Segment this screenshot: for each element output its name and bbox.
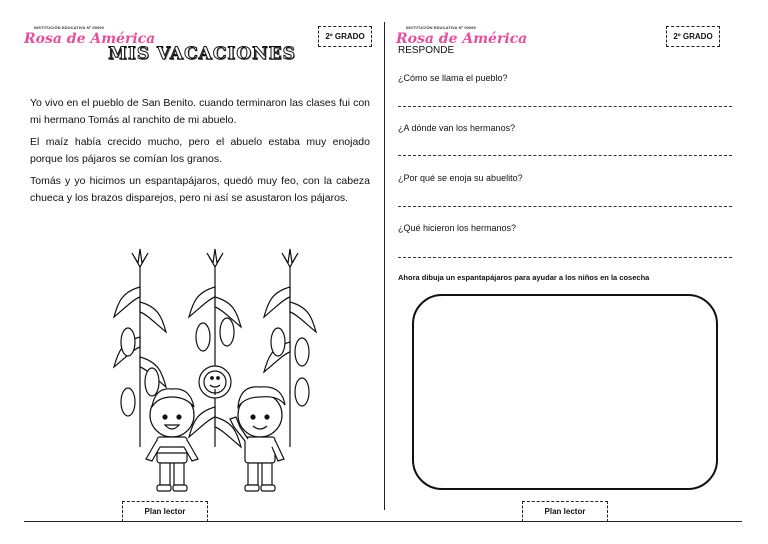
answer-line-3[interactable] <box>398 206 732 207</box>
school-brand-logo: Rosa de América <box>396 31 528 47</box>
child-boy-icon <box>146 389 198 491</box>
question-4: ¿Qué hicieron los hermanos? <box>398 223 517 233</box>
plan-lector-label: Plan lector <box>122 501 208 522</box>
story-text <box>30 95 370 212</box>
story-paragraph: Yo vivo en el pueblo de San Benito. cuando terminaron las clases fui con mi hermano Tomás al ranchito de mi abuelo. <box>30 97 370 126</box>
bottom-rule <box>24 521 742 522</box>
section-heading: RESPONDE <box>398 45 455 56</box>
plan-lector-label: Plan lector <box>522 501 608 522</box>
cornfield-kids-illustration <box>110 247 320 502</box>
school-label: INSTITUCIÓN EDUCATIVA Nº 00090 <box>406 25 476 30</box>
answer-line-4[interactable] <box>398 257 732 258</box>
right-page <box>396 18 740 523</box>
left-page <box>24 18 380 523</box>
grade-badge: 2º GRADO <box>666 26 720 47</box>
question-1: ¿Cómo se llama el pueblo? <box>398 73 508 83</box>
story-paragraph: El maíz había crecido mucho, pero el abuelo estaba muy enojado porque los pájaros se comían los granos. <box>30 136 370 165</box>
scarecrow-face-icon <box>199 366 231 398</box>
page-title: MIS VACACIONES <box>108 44 296 64</box>
answer-line-2[interactable] <box>398 155 732 156</box>
story-paragraph: Tomás y yo hicimos un espantapájaros, quedó muy feo, con la cabeza chueca y los brazos disparejos, pero ni así se asustaron los pájaros. <box>30 175 370 204</box>
school-brand-logo: Rosa de América <box>24 31 156 47</box>
page-divider <box>384 22 385 510</box>
corn-plant-icon <box>189 249 241 447</box>
question-3: ¿Por qué se enoja su abuelito? <box>398 173 523 183</box>
school-label: INSTITUCIÓN EDUCATIVA Nº 00090 <box>34 25 104 30</box>
grade-badge: 2º GRADO <box>318 26 372 47</box>
answer-line-1[interactable] <box>398 106 732 107</box>
drawing-area[interactable] <box>412 294 718 490</box>
question-2: ¿A dónde van los hermanos? <box>398 123 516 133</box>
drawing-instruction: Ahora dibuja un espantapájaros para ayudar a los niños en la cosecha <box>398 273 650 282</box>
